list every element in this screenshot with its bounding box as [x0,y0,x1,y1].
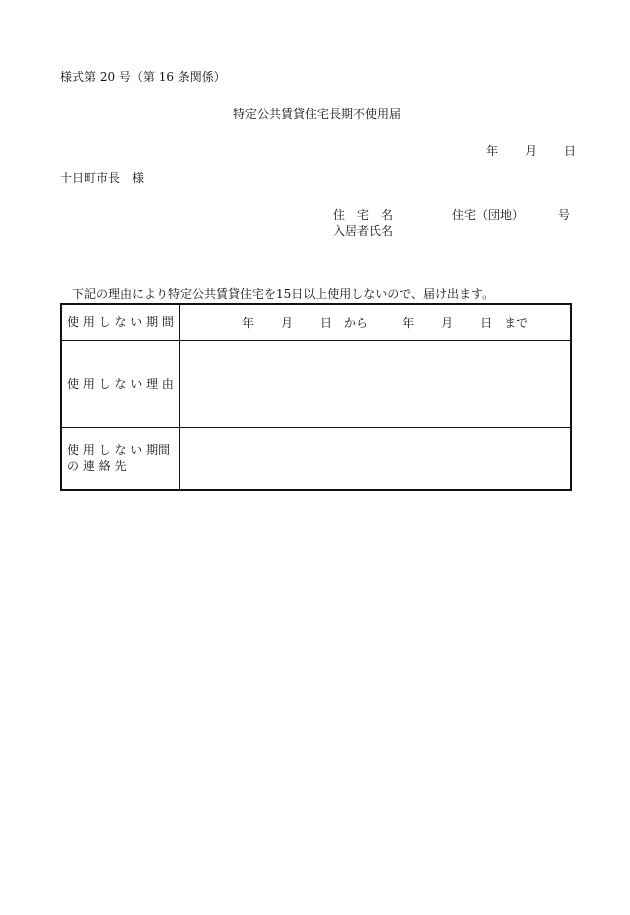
table-row [61,340,571,427]
period-value [180,304,572,340]
contact-label-line2: の 連 絡 先 [67,459,127,474]
contact-label [61,427,180,490]
period-month-to: 月 [441,315,454,330]
reason-label: 使 用 し な い 理 由 [61,340,180,427]
detail-table [60,303,572,491]
period-month-from: 月 [281,315,294,330]
residence-number-label: 号 [558,208,571,222]
period-year-to: 年 [402,315,415,330]
reason-field[interactable] [180,340,572,427]
addressee: 十日町市長 様 [60,171,145,185]
form-title: 特定公共賃貸住宅長期不使用届 [233,107,402,121]
table-row [61,304,571,340]
contact-field[interactable] [180,427,572,490]
submission-date [486,145,576,157]
contact-label-line1: 使 用 し な い 期間 [67,443,171,458]
period-year-from: 年 [242,315,255,330]
period-from-text: から [344,315,369,330]
period-until-text: まで [504,315,529,330]
period-day-from: 日 [320,315,333,330]
date-month: 月 [525,144,538,158]
date-day: 日 [564,144,577,158]
residence-label: 住 宅 名 [333,208,394,222]
date-year: 年 [486,144,499,158]
period-label: 使 用 し な い 期 間 [61,304,180,340]
intro-text: 下記の理由により特定公共賃貸住宅を15日以上使用しないので、届け出ます。 [72,287,495,301]
period-day-to: 日 [480,315,493,330]
residence-value: 住宅（団地） [452,208,525,222]
resident-name-label: 入居者氏名 [333,224,394,238]
form-number: 様式第 20 号（第 16 条関係） [60,70,226,84]
table-row [61,427,571,490]
